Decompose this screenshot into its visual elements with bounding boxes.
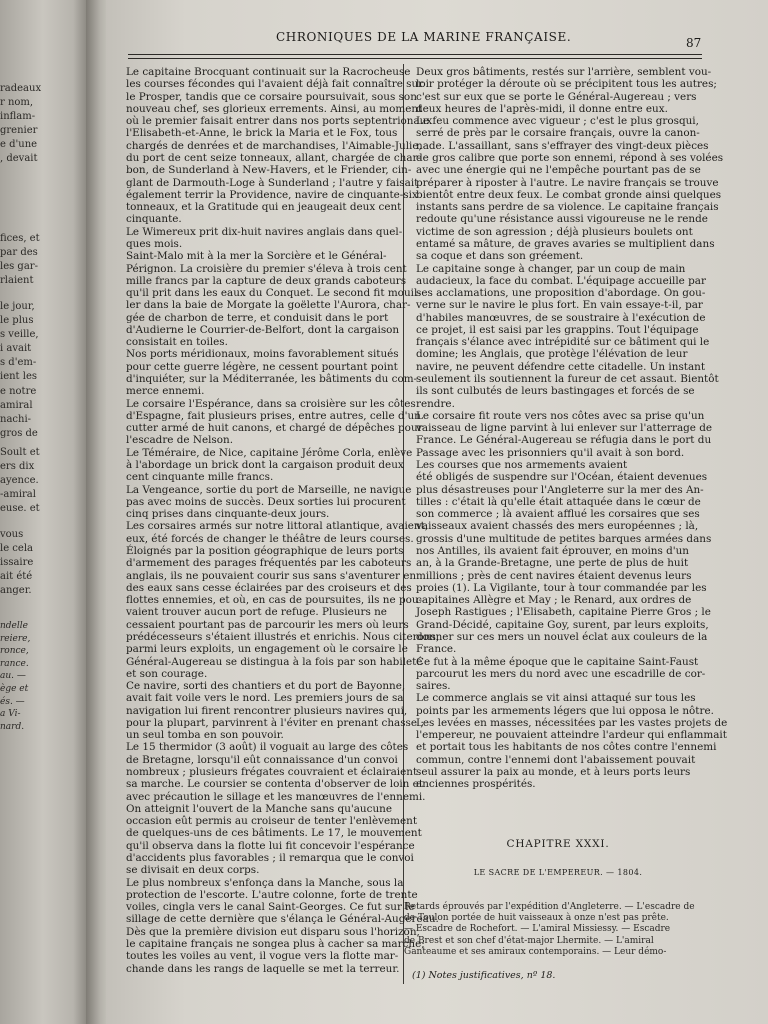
text-line: avec précaution le sillage et les manœuvres de l'ennemi. bbox=[126, 790, 426, 803]
text-line: Dès que la première division eut disparu sous l'horizon, bbox=[126, 925, 420, 938]
text-line: tilles : c'était là qu'elle était attaquée dans le cœur de bbox=[416, 495, 701, 508]
text-line: ques mois. bbox=[126, 237, 183, 250]
running-head: CHRONIQUES DE LA MARINE FRANÇAISE. bbox=[276, 30, 572, 44]
text-line: Nos ports méridionaux, moins favorablement situés bbox=[126, 348, 399, 361]
text-line: Ganteaume et ses amiraux contemporains. — Leur démo- bbox=[404, 946, 667, 957]
text-line: du port de cent seize tonneaux, allant, chargée de char- bbox=[126, 151, 422, 164]
text-line: avait fait voile vers le nord. Les premiers jours de sa bbox=[126, 692, 404, 705]
text-line: redoute qu'une résistance aussi vigoureuse ne le rende bbox=[416, 213, 708, 226]
text-line: nos Antilles, ils avaient fait éprouver, en moins d'un bbox=[416, 544, 689, 557]
text-line: d'Audierne le Courrier-de-Belfort, dont la cargaison bbox=[126, 323, 400, 336]
text-line: de Toulon portée de huit vaisseaux à onze n'est pas prête. bbox=[404, 913, 669, 924]
text-line: avec une énergie qui ne l'empêche pourtant pas de se bbox=[416, 164, 701, 177]
page-number: 87 bbox=[686, 36, 702, 50]
text-line: bon, de Sunderland à New-Havers, et le Friender, cin- bbox=[126, 164, 412, 177]
text-line: vaisseau de ligne parvint à lui enlever sur l'atterrage de bbox=[416, 422, 713, 435]
text-line: Le feu commence avec vigueur ; c'est le plus grosqui, bbox=[416, 115, 699, 128]
text-line: chargés de denrées et de marchandises, l'Aimable-Julie, bbox=[126, 139, 422, 152]
header-rule bbox=[128, 58, 702, 59]
text-line: verne sur le navire le plus fort. En vain essaye-t-il, par bbox=[416, 299, 703, 312]
text-line: Le corsaire l'Espérance, dans sa croisière sur les côtes bbox=[126, 397, 416, 410]
text-line: d'Espagne, fait plusieurs prises, entre autres, celle d'un bbox=[126, 409, 421, 422]
text-line: ce projet, il est saisi par les grappins. Tout l'équipage bbox=[416, 323, 699, 336]
left-page-fragment: le jour, le plus s veille, i avait s d'em- ient les e notre amiral nachi- gros de bbox=[0, 301, 39, 439]
right-page bbox=[106, 0, 768, 1024]
text-line: d'habiles manœuvres, de se soustraire à l'exécution de bbox=[416, 311, 706, 324]
right-text-column bbox=[416, 66, 728, 791]
footnote: (1) Notes justificatives, nº 18. bbox=[412, 970, 556, 981]
text-line: l'escadre de Nelson. bbox=[126, 434, 233, 447]
text-line: et son courage. bbox=[126, 667, 208, 680]
chapter-title: CHAPITRE XXXI. bbox=[506, 838, 610, 850]
text-line: où le premier faisait entrer dans nos ports septentrionaux bbox=[126, 115, 433, 128]
text-line: saires. bbox=[416, 680, 451, 693]
text-line: Les courses que nos armements avaient bbox=[416, 459, 628, 471]
text-line: chande dans les rangs de laquelle se met la terreur. bbox=[126, 962, 400, 975]
text-line: France. Le Général-Augereau se réfugia dans le port du bbox=[416, 434, 712, 447]
text-line: protection de l'escorte. L'autre colonne, forte de trente bbox=[126, 888, 418, 901]
text-line: Le Wimereux prit dix-huit navires anglais dans quel- bbox=[126, 225, 403, 238]
text-line: commun, contre l'ennemi dont l'abaissement pouvait bbox=[416, 753, 696, 766]
text-line: Le 15 thermidor (3 août) il voguait au large des côtes bbox=[126, 741, 409, 754]
text-line: points par les armements légers que lui opposa le nôtre. bbox=[416, 704, 714, 717]
text-line: prédécesseurs s'étaient illustrés et enrichis. Nous citerons, bbox=[126, 630, 440, 643]
text-line: d'accidents plus favorables ; il remarqua que le convoi bbox=[126, 852, 414, 864]
text-line: vaient trouver aucun port de refuge. Plusieurs ne bbox=[126, 606, 387, 619]
text-line: entamé sa mâture, de graves avaries se multiplient dans bbox=[416, 237, 715, 250]
text-line: Ce navire, sorti des chantiers et du port de Bayonne, bbox=[126, 680, 406, 693]
chapter-subtitle: LE SACRE DE L'EMPEREUR. — 1804. bbox=[473, 868, 643, 877]
text-line: plus désastreuses pour l'Angleterre sur la mer des An- bbox=[416, 483, 704, 496]
text-line: tonneaux, et la Gratitude qui en jeaugeait deux cent bbox=[126, 201, 402, 214]
text-line: Deux gros bâtiments, restés sur l'arrière, semblent vou- bbox=[416, 66, 712, 78]
text-line: ils sont culbutés de leurs bastingages et forcés de se bbox=[416, 385, 695, 398]
text-line: qu'il prit dans les eaux du Conquet. Le second fit mouil- bbox=[126, 287, 421, 300]
left-page-fragment: Soult et ers dix ayence. -amiral euse. et bbox=[0, 447, 40, 515]
text-line: toutes les voiles au vent, il vogue vers la flotte mar- bbox=[126, 950, 399, 963]
text-line: à l'abordage un brick dont la cargaison produit deux bbox=[126, 459, 404, 471]
text-line: l'empereur, ne pouvaient atteindre l'ardeur qui enflammait bbox=[416, 729, 727, 742]
chapter-summary bbox=[404, 902, 694, 958]
text-line: cent cinquante mille francs. bbox=[126, 471, 274, 484]
text-line: mille francs par la capture de deux grands caboteurs bbox=[126, 274, 407, 287]
text-line: eux, été forcés de changer le théâtre de leurs courses. bbox=[126, 532, 414, 545]
text-line: Retards éprouvés par l'expédition d'Angleterre. — L'escadre de bbox=[404, 902, 695, 912]
text-line: navigation lui firent rencontrer plusieurs navires qui, bbox=[126, 704, 408, 717]
text-line: qu'il observa dans la flotte lui fit concevoir l'espérance bbox=[126, 839, 415, 852]
text-line: capitaines Allègre et May ; le Renard, aux ordres de bbox=[416, 594, 692, 607]
text-line: anciennes prospérités. bbox=[416, 778, 536, 791]
text-line: serré de près par le corsaire français, ouvre la canon- bbox=[416, 127, 700, 140]
text-line: consistait en toiles. bbox=[126, 336, 228, 349]
text-line: Saint-Malo mit à la mer la Sorcière et le Général- bbox=[126, 250, 387, 263]
text-line: nouveau chef, ses glorieux errements. Ainsi, au moment bbox=[126, 102, 423, 115]
text-line: Passage avec les prisonniers qu'il avait à son bord. bbox=[416, 446, 685, 459]
text-line: sa coque et dans son gréement. bbox=[416, 250, 584, 263]
text-line: d'armement des parages fréquentés par les caboteurs bbox=[126, 557, 412, 570]
text-line: domine; les Anglais, que protège l'élévation de leur bbox=[416, 348, 688, 361]
text-line: cutter armé de huit canons, et chargé de dépêches pour bbox=[126, 422, 423, 435]
text-line: On atteignit l'ouvert de la Manche sans qu'aucune bbox=[126, 802, 392, 815]
text-line: millions ; près de cent navires étaient devenus leurs bbox=[416, 569, 692, 582]
text-line: glant de Darmouth-Loge à Sunderland ; l'autre y faisait bbox=[126, 176, 419, 189]
text-line: — Escadre de Rochefort. — L'amiral Missiessy. — Escadre bbox=[404, 924, 671, 935]
text-line: instants sans perdre de sa violence. Le capitaine français bbox=[416, 201, 719, 214]
text-line: navire, ne peuvent défendre cette citadelle. Un instant bbox=[416, 360, 706, 373]
text-line: La Vengeance, sortie du port de Marseille, ne navigue bbox=[126, 483, 412, 496]
text-line: voiles, cingla vers le canal Saint-Georges. Ce fut sur le bbox=[126, 901, 415, 914]
text-line: proies (1). La Vigilante, tour à tour commandée par les bbox=[416, 581, 707, 594]
text-line: seul assurer la paix au monde, et à leurs ports leurs bbox=[416, 766, 691, 779]
text-line: gée de charbon de terre, et conduisit dans le port bbox=[126, 311, 389, 324]
left-page-fragment: ndelle reiere, ronce, rance. au. — ège et és. — a Vi- nard. bbox=[0, 621, 31, 732]
header-rule bbox=[128, 54, 702, 55]
text-line: grossis d'une multitude de petites barques armées dans bbox=[416, 532, 712, 545]
text-line: pour cette guerre légère, ne cessent pourtant point bbox=[126, 360, 398, 373]
text-line: de Brest et son chef d'état-major Lhermite. — L'amiral bbox=[404, 935, 654, 946]
text-line: c'est sur eux que se porte le Général-Augereau ; vers bbox=[416, 90, 697, 103]
text-line: Ce fut à la même époque que le capitaine Saint-Faust bbox=[416, 655, 699, 668]
text-line: Grand-Décidé, capitaine Goy, surent, par leurs exploits, bbox=[416, 618, 709, 631]
text-line: Les corsaires armés sur notre littoral atlantique, avaient, bbox=[126, 520, 429, 533]
text-line: flottes ennemies, et où, en cas de poursuites, ils ne pou- bbox=[126, 594, 423, 607]
text-line: le capitaine français ne songea plus à cacher sa marche; bbox=[126, 937, 425, 950]
left-page-fragment: vous le cela issaire ait été anger. bbox=[0, 529, 34, 597]
text-line: deux heures de l'après-midi, il donne entre eux. bbox=[416, 102, 668, 115]
left-page-edge bbox=[0, 0, 86, 1024]
text-line: sillage de cette dernière que s'élança le Général-Augereau. bbox=[126, 913, 439, 926]
text-line: également terrir la Providence, navire de cinquante-six bbox=[126, 188, 418, 201]
text-line: sa marche. Le coursier se contenta d'observer de loin et bbox=[126, 778, 423, 791]
text-line: de gros calibre que porte son ennemi, répond à ses volées bbox=[416, 151, 724, 164]
text-line: an, à la Grande-Bretagne, une perte de plus de huit bbox=[416, 557, 689, 570]
text-line: d'inquiéter, sur la Méditerranée, les bâtiments du com- bbox=[126, 373, 418, 386]
text-line: ses acclamations, une proposition d'abordage. On gou- bbox=[416, 287, 706, 300]
text-line: anglais, ils ne pouvaient courir sus sans s'aventurer en bbox=[126, 569, 417, 582]
text-line: bientôt entre deux feux. Le combat gronde ainsi quelques bbox=[416, 188, 722, 201]
text-line: le Prosper, tandis que ce corsaire poursuivait, sous son bbox=[126, 90, 417, 103]
text-line: Joseph Rastigues ; l'Elisabeth, capitaine Pierre Gros ; le bbox=[416, 606, 711, 619]
text-line: France. bbox=[416, 643, 457, 656]
text-line: Le commerce anglais se vit ainsi attaqué sur tous les bbox=[416, 692, 696, 705]
text-line: l'Elisabeth-et-Anne, le brick la Maria et le Fox, tous bbox=[126, 127, 398, 140]
text-line: des eaux sans cesse éclairées par des croiseurs et des bbox=[126, 581, 412, 594]
text-line: Le corsaire fit route vers nos côtes avec sa prise qu'un bbox=[416, 409, 705, 422]
text-line: nade. L'assaillant, sans s'effrayer des vingt-deux pièces bbox=[416, 139, 709, 152]
text-line: parmi leurs exploits, un engagement où le corsaire le bbox=[126, 643, 408, 656]
text-line: français s'élance avec intrépidité sur ce bâtiment qui le bbox=[416, 336, 710, 349]
left-page-fragment: radeaux r nom, inflam- grenier e d'une , devait bbox=[0, 83, 42, 165]
text-line: Le Téméraire, de Nice, capitaine Jérôme Corla, enlève bbox=[126, 446, 413, 459]
text-line: victime de son agression ; déjà plusieurs boulets ont bbox=[416, 225, 693, 238]
text-line: cinq prises dans cinquante-deux jours. bbox=[126, 508, 330, 521]
text-line: de quelques-uns de ces bâtiments. Le 17, le mouvement bbox=[126, 827, 422, 840]
text-line: et portait tous les habitants de nos côtes contre l'ennemi bbox=[416, 741, 717, 754]
left-page-fragment: fices, et par des les gar- rlaient bbox=[0, 233, 40, 287]
text-line: parcourut les mers du nord avec une escadrille de cor- bbox=[416, 667, 706, 680]
text-line: donner sur ces mers un nouvel éclat aux couleurs de la bbox=[416, 630, 708, 643]
text-line: pas avec moins de succès. Deux sorties lui procurent bbox=[126, 495, 406, 508]
text-line: préparer à riposter à l'autre. Le navire français se trouve bbox=[416, 176, 719, 189]
text-line: merce ennemi. bbox=[126, 385, 205, 398]
text-line: son commerce ; là avaient afflué les corsaires que ses bbox=[416, 508, 700, 521]
text-line: vaisseaux avaient chassés des mers européennes ; là, bbox=[416, 520, 699, 533]
text-line: été obligés de suspendre sur l'Océan, étaient devenues bbox=[416, 471, 708, 484]
text-line: audacieux, la face du combat. L'équipage accueille par bbox=[416, 274, 706, 287]
text-line: nombreux ; plusieurs frégates couvraient et éclairaient bbox=[126, 766, 418, 779]
text-line: Le capitaine songe à changer, par un coup de main bbox=[416, 262, 686, 275]
text-line: un seul tomba en son pouvoir. bbox=[126, 729, 284, 742]
text-line: pour la plupart, parvinrent à l'éviter en prenant chasse ; bbox=[126, 716, 424, 729]
text-line: se divisait en deux corps. bbox=[126, 864, 260, 877]
text-line: occasion eût permis au croiseur de tenter l'enlèvement bbox=[126, 815, 417, 828]
text-line: Le plus nombreux s'enfonça dans la Manche, sous la bbox=[126, 876, 404, 889]
text-line: Général-Augereau se distingua à la fois par son habileté bbox=[126, 655, 423, 668]
text-line: Éloignés par la position géographique de leurs ports bbox=[126, 544, 404, 557]
text-line: Les levées en masses, nécessitées par les vastes projets de bbox=[416, 716, 728, 729]
text-line: les courses fécondes qui l'avaient déjà fait connaître sur bbox=[126, 78, 424, 91]
text-line: Pérignon. La croisière du premier s'éleva à trois cent bbox=[126, 262, 407, 275]
text-line: de Bretagne, lorsqu'il eût connaissance d'un convoi bbox=[126, 753, 398, 766]
text-line: ler dans la baie de Morgate la goëlette l'Aurora, char- bbox=[126, 299, 411, 312]
text-line: loir protéger la déroute où se précipitent tous les autres; bbox=[416, 78, 717, 91]
text-line: cessaient pourtant pas de parcourir les mers où leurs bbox=[126, 618, 409, 631]
text-line: seulement ils soutiennent la fureur de cet assaut. Bientôt bbox=[416, 373, 719, 386]
text-line: rendre. bbox=[416, 397, 455, 410]
text-line: cinquante. bbox=[126, 213, 182, 226]
text-line: Le capitaine Brocquant continuait sur la Racrocheuse bbox=[126, 66, 411, 78]
